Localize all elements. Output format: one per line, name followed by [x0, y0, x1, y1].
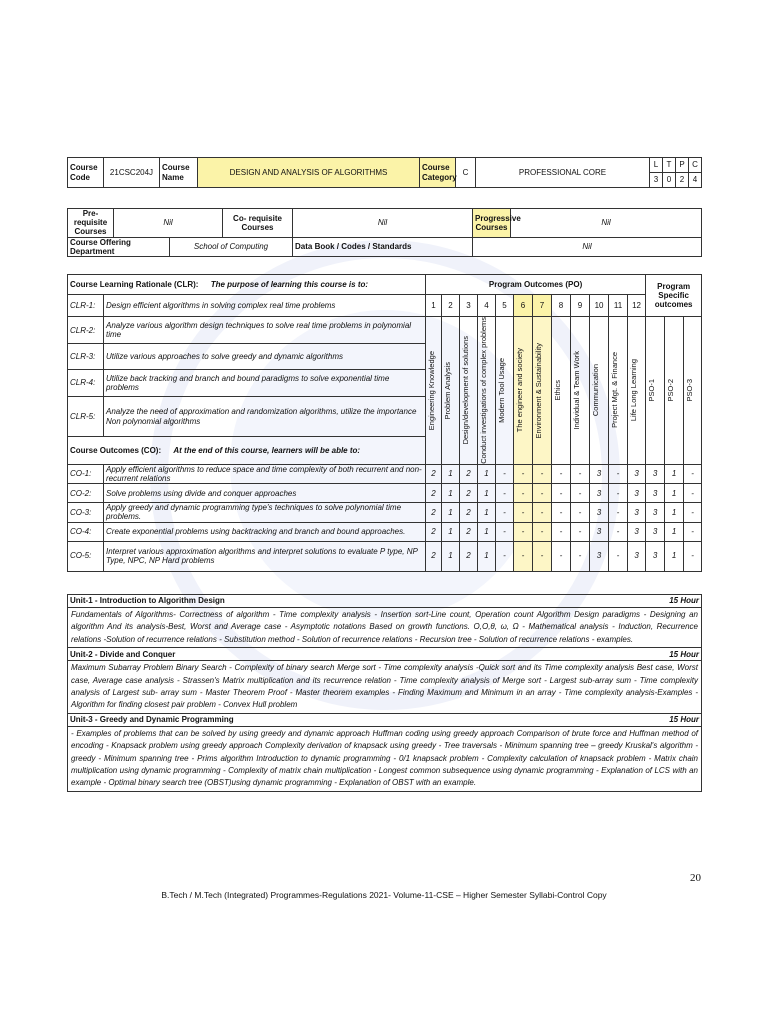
co-po-value: 2	[460, 484, 478, 503]
po-number: 3	[460, 295, 478, 317]
co-row	[68, 464, 702, 483]
po-number: 10	[590, 295, 609, 317]
co-po-value: -	[496, 503, 514, 522]
co-po-value: 2	[460, 541, 478, 571]
co-text: Solve problems using divide and conquer approaches	[104, 484, 426, 503]
prerequisite-table	[67, 208, 702, 257]
databook-value: Nil	[473, 237, 702, 256]
footer-text: B.Tech / M.Tech (Integrated) Programmes-Regulations 2021- Volume-11-CSE – Higher Semester Syllabi-Control Copy	[161, 890, 607, 900]
co-po-value: 3	[628, 464, 646, 483]
po-number: 6	[514, 295, 533, 317]
databook-label: Data Book / Codes / Standards	[293, 237, 473, 256]
ltpc-header: P	[676, 158, 689, 173]
unit-header-row	[68, 595, 702, 608]
unit-title: Unit-3 - Greedy and Dynamic Programming	[68, 713, 588, 726]
co-po-value: 2	[426, 541, 442, 571]
course-category: C	[456, 158, 476, 188]
co-po-value: 1	[665, 503, 684, 522]
co-row	[68, 484, 702, 503]
co-po-value: -	[684, 464, 702, 483]
clr-id: CLR-5:	[68, 396, 104, 437]
co-heading	[68, 437, 426, 464]
co-po-value: -	[496, 484, 514, 503]
clr-text: Utilize back tracking and branch and bound paradigms to solve exponential time problems	[104, 370, 426, 396]
po-name: The engineer and society	[515, 348, 525, 433]
co-po-value: -	[514, 464, 533, 483]
ltpc-value: 0	[663, 173, 676, 188]
ltpc-header: L	[650, 158, 663, 173]
ltpc-header: C	[689, 158, 702, 173]
co-text: Create exponential problems using backtracking and branch and bound approaches.	[104, 522, 426, 541]
po-number: 1	[426, 295, 442, 317]
co-po-value: -	[609, 503, 628, 522]
co-po-value: 3	[646, 541, 665, 571]
po-name: Project Mgt. & Finance	[610, 352, 620, 429]
dept-label: Course Offering Department	[68, 237, 170, 256]
po-name: Environment & Sustainability	[534, 342, 544, 439]
po-number: 12	[628, 295, 646, 317]
progressive-label: Progressive Courses	[473, 209, 511, 238]
co-po-value: -	[533, 464, 552, 483]
co-po-value: -	[609, 484, 628, 503]
co-po-value: -	[533, 541, 552, 571]
course-code: 21CSC204J	[104, 158, 160, 188]
co-po-value: -	[496, 522, 514, 541]
co-po-value: 3	[646, 484, 665, 503]
po-number: 4	[478, 295, 496, 317]
co-po-value: -	[684, 503, 702, 522]
co-po-value: 1	[665, 484, 684, 503]
pso-name: PSO-2	[666, 379, 676, 402]
co-po-value: -	[514, 484, 533, 503]
co-id: CO-1:	[68, 464, 104, 483]
unit-title: Unit-1 - Introduction to Algorithm Design	[68, 595, 588, 608]
co-po-value: 1	[478, 503, 496, 522]
po-name: Life Long Learning	[629, 359, 639, 422]
co-row	[68, 541, 702, 571]
co-po-value: 1	[478, 464, 496, 483]
co-po-value: 3	[590, 522, 609, 541]
po-number: 7	[533, 295, 552, 317]
unit-content: - Examples of problems that can be solved by using greedy and dynamic approach Huffman coding using greedy approach Comparison of brute force and Huffman method of encoding - Knapsack problem using greedy approach Complexity derivation of knapsack using greedy - Tree traversals - Minimum spanning tree – greedy Kruskal's algorithm - greedy - Minimum spanning tree - Prims algorithm Introduction to dynamic programming - 0/1 knapsack problem - Complexity calculation of knapsack problem - Matrix chain multiplication using dynamic programming - Complexity of matrix chain multiplication - Longest common subsequence using dynamic programming - Explanation of LCS with an example - Optimal binary search tree (OBST)using dynamic programming - Explanation of OBST with an example.	[68, 726, 702, 791]
unit-content-row	[68, 726, 702, 791]
co-po-value: 1	[478, 541, 496, 571]
page-number: 20	[690, 872, 701, 884]
unit-content: Maximum Subarray Problem Binary Search - Complexity of binary search Merge sort - Time complexity analysis -Quick sort and its Time complexity analysis Best case, Worst case, Average case analysis - Strassen's Matrix multiplication and its recurrence relation - Time complexity analysis of Merge sort - Largest sub-array sum - Time complexity analysis of Largest sub- array sum - Master Theorem Proof - Master theorem examples - Finding Maximum and Minimum in an array - Time complexity analysis-Examples - Algorithm for finding closest pair problem - Convex Hull problem	[68, 661, 702, 714]
co-id: CO-4:	[68, 522, 104, 541]
co-po-value: -	[533, 522, 552, 541]
po-name: Modern Tool Usage	[497, 357, 507, 423]
po-number: 9	[571, 295, 590, 317]
po-name: Individual & Team Work	[572, 351, 582, 430]
co-po-value: 3	[628, 541, 646, 571]
po-name: Conduct investigations of complex problems	[479, 317, 489, 464]
unit-header-row	[68, 648, 702, 661]
co-po-value: 1	[442, 522, 460, 541]
pso-title: Program Specific outcomes	[646, 275, 702, 317]
co-po-value: 1	[665, 541, 684, 571]
co-po-value: 2	[460, 522, 478, 541]
co-po-value: -	[552, 484, 571, 503]
co-po-value: 1	[442, 484, 460, 503]
co-po-value: 3	[590, 484, 609, 503]
co-po-value: 2	[460, 464, 478, 483]
unit-header-row	[68, 713, 702, 726]
clr-heading	[68, 275, 426, 295]
coreq-value: Nil	[293, 209, 473, 238]
co-po-value: -	[533, 484, 552, 503]
co-po-value: 1	[665, 522, 684, 541]
co-po-value: 3	[590, 464, 609, 483]
co-po-value: 1	[478, 522, 496, 541]
prereq-label: Pre-requisite Courses	[68, 209, 114, 238]
co-po-value: -	[496, 464, 514, 483]
co-po-value: 2	[426, 522, 442, 541]
co-id: CO-3:	[68, 503, 104, 522]
unit-content-row	[68, 661, 702, 714]
co-po-value: -	[571, 484, 590, 503]
co-text: Interpret various approximation algorithms and interpret solutions to evaluate P type, NP Type, NPC, NP Hard problems	[104, 541, 426, 571]
outcomes-table	[67, 274, 702, 572]
ltpc-value: 4	[689, 173, 702, 188]
dept-value: School of Computing	[170, 237, 293, 256]
co-po-value: -	[684, 541, 702, 571]
po-number: 11	[609, 295, 628, 317]
po-number: 5	[496, 295, 514, 317]
prereq-value: Nil	[114, 209, 223, 238]
po-name: Engineering Knowledge	[427, 350, 437, 430]
co-po-value: -	[552, 541, 571, 571]
co-text: Apply greedy and dynamic programming type's techniques to solve polynomial time problems.	[104, 503, 426, 522]
course-header-table	[67, 157, 702, 188]
clr-id: CLR-2:	[68, 317, 104, 344]
co-po-value: 3	[646, 464, 665, 483]
co-label: Course Outcomes (CO):	[70, 446, 162, 455]
pso-name: PSO-3	[685, 379, 695, 402]
co-po-value: 1	[442, 503, 460, 522]
co-po-value: -	[571, 503, 590, 522]
course-name-label: Course Name	[160, 158, 198, 188]
po-title: Program Outcomes (PO)	[426, 275, 646, 295]
po-number: 2	[442, 295, 460, 317]
clr-text: Design efficient algorithms in solving complex real time problems	[104, 295, 426, 317]
course-type: PROFESSIONAL CORE	[476, 158, 650, 188]
clr-id: CLR-1:	[68, 295, 104, 317]
coreq-label: Co- requisite Courses	[223, 209, 293, 238]
unit-content-row	[68, 608, 702, 648]
co-po-value: 2	[426, 464, 442, 483]
co-po-value: 1	[665, 464, 684, 483]
co-po-value: -	[571, 541, 590, 571]
course-code-label: Course Code	[68, 158, 104, 188]
clr-label: Course Learning Rationale (CLR):	[70, 279, 199, 289]
co-row	[68, 522, 702, 541]
clr-text: Analyze various algorithm design techniques to solve real time problems in polynomial time	[104, 317, 426, 344]
co-po-value: 3	[628, 503, 646, 522]
clr-id: CLR-4:	[68, 370, 104, 396]
po-name: Problem Analysis	[443, 361, 453, 420]
co-po-value: 3	[646, 522, 665, 541]
unit-hours: 15 Hour	[588, 648, 702, 661]
clr-id: CLR-3:	[68, 344, 104, 370]
co-po-value: -	[514, 503, 533, 522]
co-po-value: -	[609, 464, 628, 483]
unit-content: Fundamentals of Algorithms- Correctness of algorithm - Time complexity analysis - Insertion sort-Line count, Operation count Algorithm Design paradigms - Designing an algorithm And its analysis-Best, Worst and Average case - Asymptotic notations Based on growth functions. O,O,θ, ω, Ω - Mathematical analysis - Induction, Recurrence relations -Solution of recurrence relations - Substitution method - Solution of recurrence relations - Recursion tree - Solution of recurrence relations - examples.	[68, 608, 702, 648]
co-po-value: 3	[646, 503, 665, 522]
co-text: Apply efficient algorithms to reduce space and time complexity of both recurrent and non-recurrent relations	[104, 464, 426, 483]
co-po-value: -	[571, 522, 590, 541]
unit-title: Unit-2 - Divide and Conquer	[68, 648, 588, 661]
co-po-value: 2	[460, 503, 478, 522]
co-po-value: -	[571, 464, 590, 483]
co-row	[68, 503, 702, 522]
units-table	[67, 594, 702, 792]
progressive-value: Nil	[511, 209, 702, 238]
co-po-value: 3	[590, 503, 609, 522]
co-po-value: -	[609, 541, 628, 571]
co-po-value: -	[514, 522, 533, 541]
co-intro: At the end of this course, learners will be able to:	[173, 446, 361, 455]
clr-purpose: The purpose of learning this course is to:	[210, 279, 369, 289]
co-id: CO-2:	[68, 484, 104, 503]
co-po-value: 1	[442, 464, 460, 483]
co-po-value: -	[552, 464, 571, 483]
po-name: Design/development of solutions	[461, 336, 471, 445]
clr-text: Analyze the need of approximation and randomization algorithms, utilize the importance Non polynomial algorithms	[104, 396, 426, 437]
co-po-value: -	[552, 503, 571, 522]
po-name: Ethics	[553, 380, 563, 401]
pso-name: PSO-1	[647, 379, 657, 402]
co-po-value: -	[609, 522, 628, 541]
co-po-value: -	[496, 541, 514, 571]
unit-hours: 15 Hour	[588, 595, 702, 608]
co-po-value: -	[514, 541, 533, 571]
co-po-value: 2	[426, 503, 442, 522]
co-id: CO-5:	[68, 541, 104, 571]
ltpc-header: T	[663, 158, 676, 173]
co-po-value: 1	[442, 541, 460, 571]
course-name: DESIGN AND ANALYSIS OF ALGORITHMS	[198, 158, 420, 188]
co-po-value: -	[684, 484, 702, 503]
co-po-value: 3	[590, 541, 609, 571]
co-po-value: -	[533, 503, 552, 522]
co-po-value: 3	[628, 484, 646, 503]
co-po-value: -	[684, 522, 702, 541]
co-po-value: -	[552, 522, 571, 541]
co-po-value: 3	[628, 522, 646, 541]
course-category-label: Course Category	[420, 158, 456, 188]
po-name: Communication	[591, 364, 601, 417]
co-po-value: 1	[478, 484, 496, 503]
unit-hours: 15 Hour	[588, 713, 702, 726]
po-number: 8	[552, 295, 571, 317]
ltpc-value: 2	[676, 173, 689, 188]
clr-text: Utilize various approaches to solve greedy and dynamic algorithms	[104, 344, 426, 370]
co-po-value: 2	[426, 484, 442, 503]
ltpc-value: 3	[650, 173, 663, 188]
